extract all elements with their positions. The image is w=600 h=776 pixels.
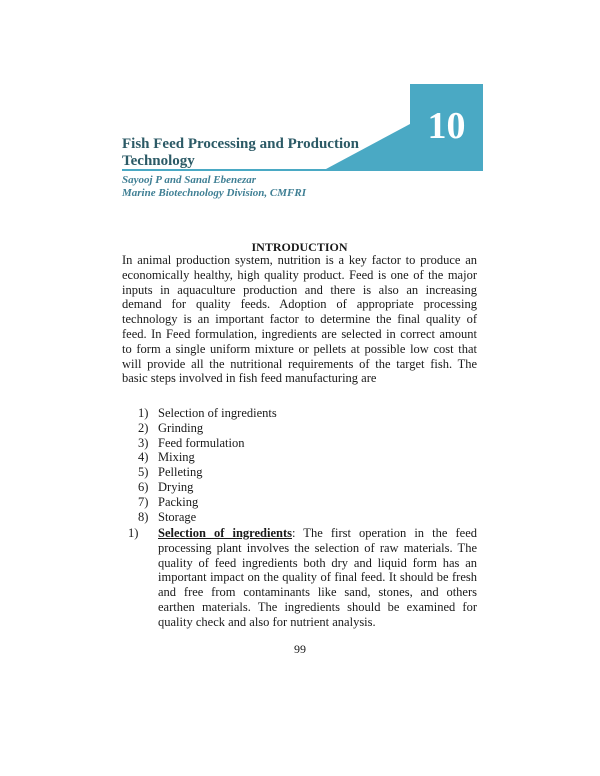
list-label: Feed formulation bbox=[158, 435, 245, 450]
section-heading: INTRODUCTION bbox=[251, 240, 348, 254]
affiliation: Marine Biotechnology Division, CMFRI bbox=[122, 187, 306, 199]
section-number: 1) bbox=[128, 526, 139, 540]
list-number: 2) bbox=[138, 420, 149, 435]
steps-list bbox=[138, 406, 277, 524]
chapter-number: 10 bbox=[427, 105, 466, 147]
list-item bbox=[138, 495, 277, 510]
list-label: Mixing bbox=[158, 450, 195, 465]
list-number: 4) bbox=[138, 450, 149, 465]
list-number: 3) bbox=[138, 435, 149, 450]
list-item bbox=[138, 480, 277, 495]
list-number: 8) bbox=[138, 509, 149, 524]
list-label: Selection of ingredients bbox=[158, 406, 277, 420]
list-number: 5) bbox=[138, 465, 149, 480]
section-subheading: Selection of ingredients bbox=[158, 526, 292, 540]
list-number: 1) bbox=[138, 406, 149, 420]
section-selection-of-ingredients bbox=[128, 526, 477, 630]
list-item bbox=[138, 421, 277, 436]
list-item bbox=[138, 465, 277, 480]
list-label: Storage bbox=[158, 509, 197, 524]
authors: Sayooj P and Sanal Ebenezar bbox=[122, 174, 257, 186]
page-number: 99 bbox=[294, 642, 306, 656]
chapter-title: Fish Feed Processing and Production Technology bbox=[122, 136, 359, 169]
list-item bbox=[138, 450, 277, 465]
list-label: Drying bbox=[158, 479, 194, 494]
section-text: : The first operation in the feed processing plant involves the selection of raw materials. The quality of feed ingredients both dry and liquid form has an important impact on the quality of final feed. It should be fresh and free from contaminants like sand, stones, and others earthen materials. The ingredients should be examined for quality check and also for nutrient analysis. bbox=[158, 526, 477, 629]
list-number: 7) bbox=[138, 494, 149, 509]
intro-paragraph: In animal production system, nutrition is a key factor to produce an economically healthy, high quality product. Feed is one of the major inputs in aquaculture production and there is also an increasing demand for quality feeds. Adoption of appropriate processing technology is an important factor to determine the final quality of feed. In Feed formulation, ingredients are selected in correct amount to form a single uniform mixture or pellets at possible low cost that will provide all the nutritional requirements of the target fish. The basic steps involved in fish feed manufacturing are bbox=[122, 253, 477, 386]
list-item bbox=[138, 510, 277, 525]
list-item bbox=[138, 436, 277, 451]
list-item bbox=[138, 406, 277, 421]
list-label: Pelleting bbox=[158, 465, 203, 480]
list-number: 6) bbox=[138, 479, 149, 494]
author-block bbox=[122, 174, 306, 200]
list-label: Grinding bbox=[158, 420, 204, 435]
list-label: Packing bbox=[158, 494, 199, 509]
